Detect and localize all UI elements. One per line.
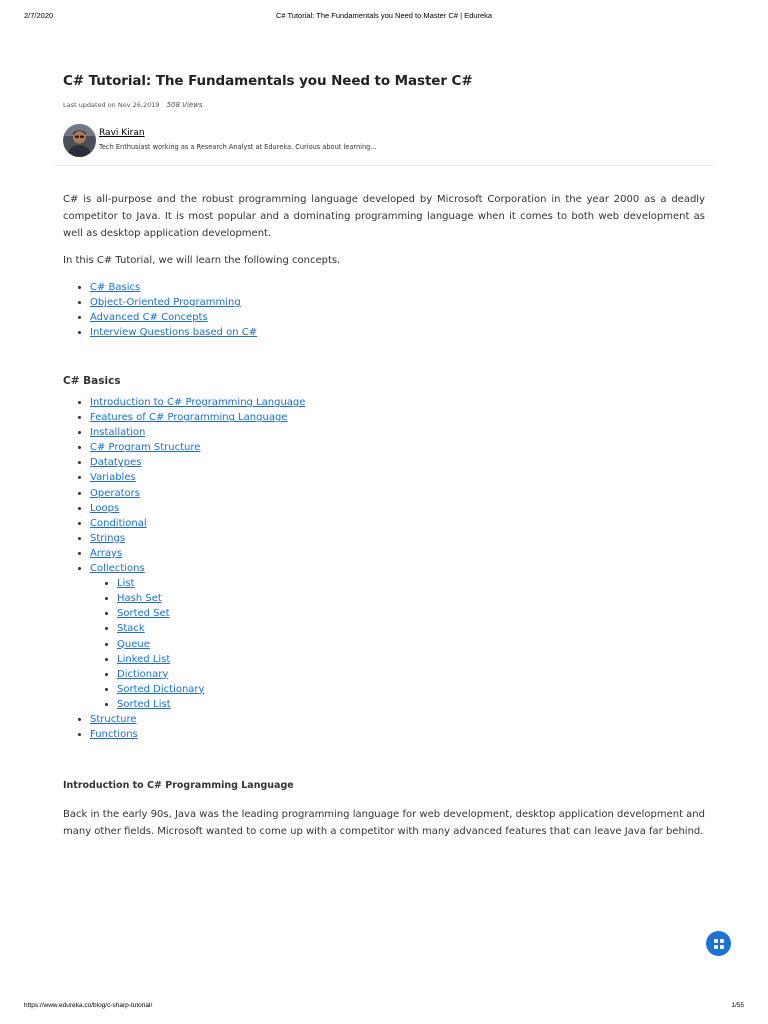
section-heading: Introduction to C# Programming Language <box>63 780 294 791</box>
print-footer <box>0 1002 768 1014</box>
author-avatar[interactable] <box>63 124 96 157</box>
basics-list <box>63 395 305 742</box>
grid-icon <box>714 939 724 949</box>
concepts-list <box>63 280 257 340</box>
collection-link-linked-list[interactable]: Linked List <box>117 653 171 665</box>
basics-link-features[interactable]: Features of C# Programming Language <box>90 412 288 424</box>
collection-link-sorted-list[interactable]: Sorted List <box>117 698 171 710</box>
intro-paragraph: C# is all-purpose and the robust programming language developed by Microsoft Corporation in the year 2000 as a deadly competitor to Java. It is most popular and a dominating programming language when it comes to both web development as well as desktop application development. <box>63 194 705 239</box>
list-item <box>90 455 305 470</box>
list-item <box>117 621 305 636</box>
basics-link-intro[interactable]: Introduction to C# Programming Language <box>90 397 306 408</box>
list-item <box>90 410 305 425</box>
list-item <box>90 546 305 561</box>
list-item <box>117 637 305 652</box>
basics-link-loops[interactable]: Loops <box>90 502 120 514</box>
list-item <box>90 531 305 546</box>
concept-link-oop[interactable]: Object-Oriented Programming <box>90 297 241 309</box>
list-item <box>90 501 305 516</box>
print-page-title: C# Tutorial: The Fundamentals you Need to Master C# | Edureka <box>275 11 493 20</box>
basics-link-arrays[interactable]: Arrays <box>90 547 123 559</box>
list-item <box>117 606 305 621</box>
basics-link-conditional[interactable]: Conditional <box>90 517 147 529</box>
section-paragraph: Back in the early 90s, Java was the leading programming language for web development, desktop application development and many other fields. Microsoft wanted to come up with a competitor with many advanced features that can leave Java far behind. <box>63 809 705 837</box>
list-item <box>90 440 305 455</box>
list-item <box>90 470 305 485</box>
page-url: https://www.edureka.co/blog/c-sharp-tutorial/ <box>24 1002 153 1009</box>
list-item <box>90 727 305 742</box>
list-item <box>117 576 305 591</box>
basics-heading: C# Basics <box>63 375 121 387</box>
list-item <box>90 280 257 295</box>
concept-link-basics[interactable]: C# Basics <box>90 282 141 293</box>
basics-link-structure[interactable]: Structure <box>90 713 137 725</box>
list-item <box>90 295 257 310</box>
concepts-intro: In this C# Tutorial, we will learn the following concepts. <box>63 255 341 266</box>
collection-link-hash-set[interactable]: Hash Set <box>117 593 162 605</box>
collection-link-stack[interactable]: Stack <box>117 623 145 635</box>
article-meta <box>63 101 203 109</box>
list-item <box>117 682 305 697</box>
collection-link-sorted-dictionary[interactable]: Sorted Dictionary <box>117 683 205 695</box>
basics-link-installation[interactable]: Installation <box>90 427 146 439</box>
list-item <box>117 591 305 606</box>
basics-link-operators[interactable]: Operators <box>90 487 140 499</box>
print-date: 2/7/2020 <box>24 11 54 20</box>
basics-link-datatypes[interactable]: Datatypes <box>90 457 142 469</box>
list-item <box>90 395 305 410</box>
print-header <box>0 11 768 23</box>
author-name-link[interactable]: Ravi Kiran <box>99 128 145 138</box>
basics-link-strings[interactable]: Strings <box>90 532 126 544</box>
collection-link-sorted-set[interactable]: Sorted Set <box>117 608 170 620</box>
avatar-image <box>63 124 96 157</box>
basics-link-variables[interactable]: Variables <box>90 472 136 484</box>
list-item <box>90 561 305 712</box>
collections-sublist <box>90 576 305 712</box>
basics-link-collections[interactable]: Collections <box>90 563 145 575</box>
list-item <box>90 425 305 440</box>
list-item <box>117 697 305 712</box>
divider <box>55 165 713 166</box>
list-item <box>90 486 305 501</box>
collection-link-list[interactable]: List <box>117 578 135 590</box>
list-item <box>117 652 305 667</box>
basics-link-program-structure[interactable]: C# Program Structure <box>90 442 201 454</box>
list-item <box>90 712 305 727</box>
list-item <box>90 310 257 325</box>
list-item <box>117 667 305 682</box>
page-number: 1/55 <box>731 1002 744 1009</box>
view-count: 508 Views <box>166 101 203 109</box>
basics-link-functions[interactable]: Functions <box>90 729 138 741</box>
collection-link-queue[interactable]: Queue <box>117 638 150 650</box>
collection-link-dictionary[interactable]: Dictionary <box>117 668 169 680</box>
article-title: C# Tutorial: The Fundamentals you Need to Master C# <box>63 73 473 89</box>
concept-link-interview[interactable]: Interview Questions based on C# <box>90 327 258 339</box>
grid-menu-button[interactable] <box>706 931 731 956</box>
list-item <box>90 325 257 340</box>
concept-link-advanced[interactable]: Advanced C# Concepts <box>90 312 208 324</box>
last-updated: Last updated on Nov 26,2019 <box>63 101 160 109</box>
author-bio: Tech Enthusiast working as a Research Analyst at Edureka. Curious about learning... <box>99 143 377 151</box>
list-item <box>90 516 305 531</box>
